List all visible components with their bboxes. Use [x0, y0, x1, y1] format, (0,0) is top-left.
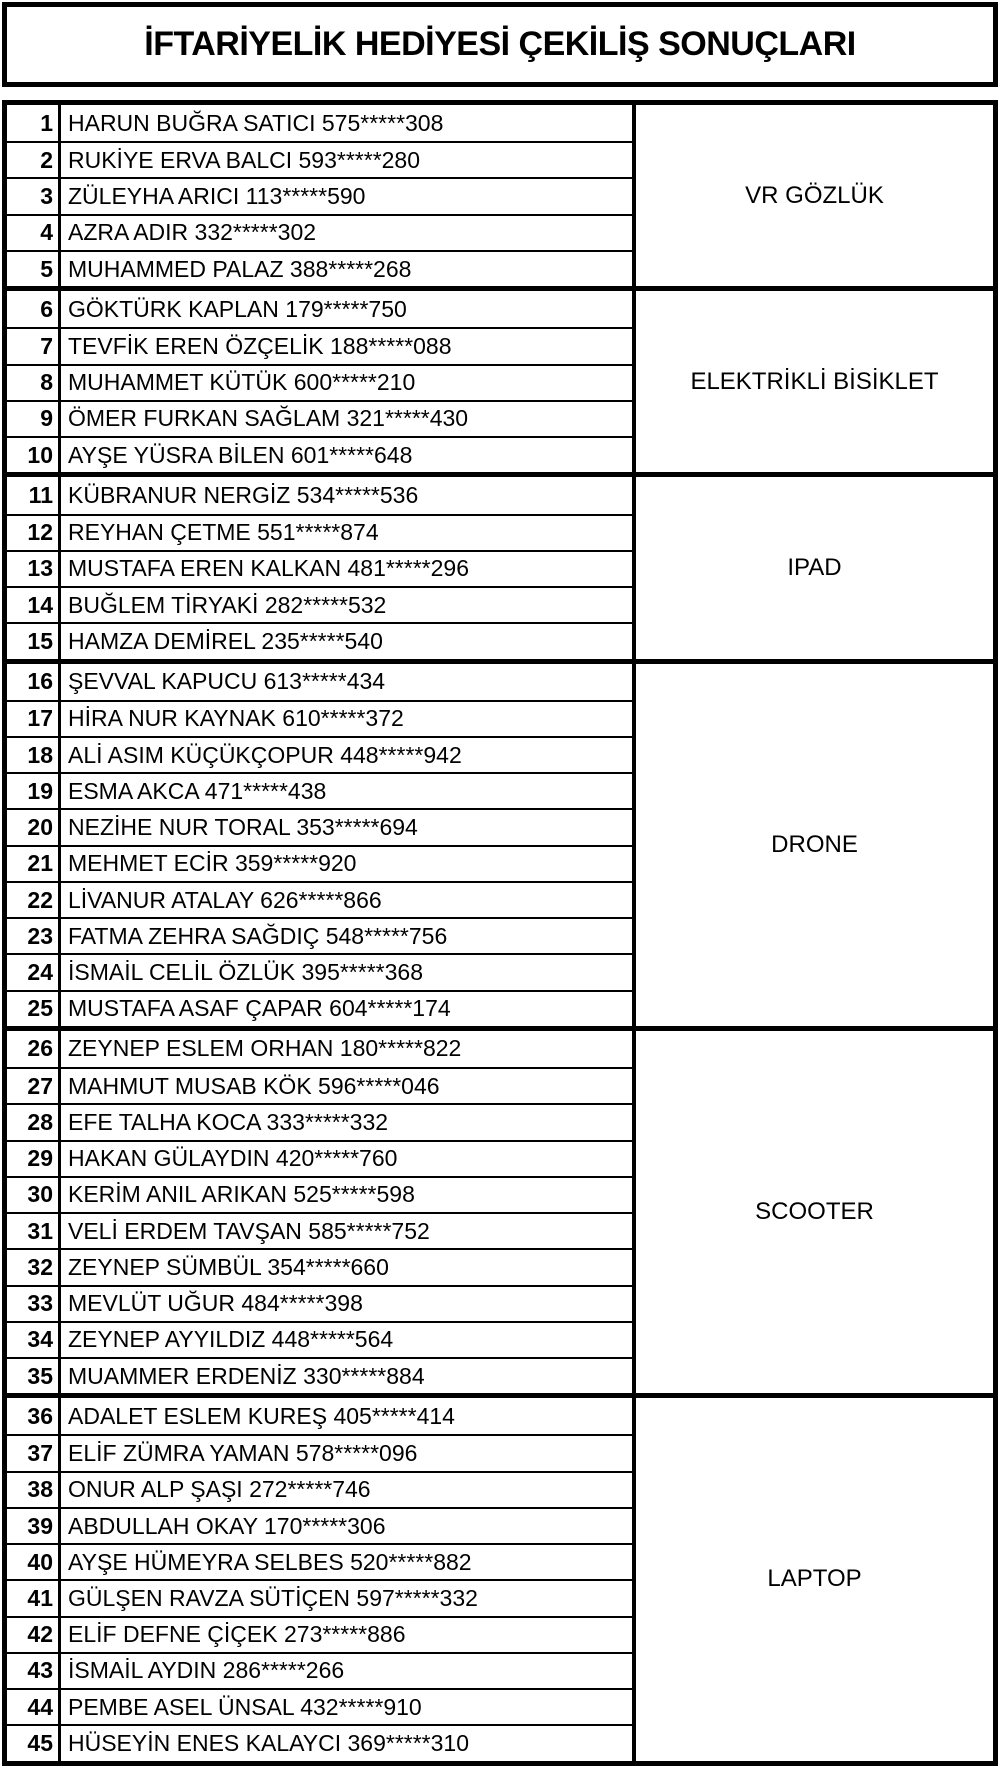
row-number: 44	[7, 1690, 61, 1724]
table-row	[7, 514, 632, 550]
winner-name: ADALET ESLEM KUREŞ 405*****414	[68, 1402, 455, 1429]
row-number: 21	[7, 847, 61, 881]
row-number: 12	[7, 516, 61, 550]
table-row	[7, 808, 632, 844]
table-row	[7, 1248, 632, 1284]
row-number: 11	[7, 477, 61, 513]
table-row	[7, 1103, 632, 1139]
row-number: 40	[7, 1545, 61, 1579]
winner-name: RUKİYE ERVA BALCI 593*****280	[68, 146, 421, 173]
prize-label: DRONE	[632, 664, 993, 1026]
row-number: 10	[7, 438, 61, 472]
row-number: 42	[7, 1618, 61, 1652]
table-row	[7, 1321, 632, 1357]
row-number: 13	[7, 552, 61, 586]
table-row	[7, 400, 632, 436]
table-row	[7, 1543, 632, 1579]
winner-name: KÜBRANUR NERGİZ 534*****536	[68, 481, 419, 508]
winner-name: AYŞE HÜMEYRA SELBES 520*****882	[68, 1548, 472, 1575]
winner-rows	[7, 105, 632, 286]
row-number: 5	[7, 252, 61, 286]
row-number: 6	[7, 291, 61, 327]
winner-name: EFE TALHA KOCA 333*****332	[68, 1108, 389, 1135]
winner-name: BUĞLEM TİRYAKİ 282*****532	[68, 591, 387, 618]
table-row	[7, 1140, 632, 1176]
prize-label: ELEKTRİKLİ BİSİKLET	[632, 291, 993, 472]
table-row	[7, 1212, 632, 1248]
winner-name: MUSTAFA ASAF ÇAPAR 604*****174	[68, 995, 451, 1022]
table-row	[7, 1285, 632, 1321]
table-row	[7, 1398, 632, 1434]
prize-group	[7, 659, 993, 1026]
row-number: 18	[7, 738, 61, 772]
winner-name: ONUR ALP ŞAŞI 272*****746	[68, 1476, 371, 1503]
winner-name: MEHMET ECİR 359*****920	[68, 850, 357, 877]
winner-name: HÜSEYİN ENES KALAYCI 369*****310	[68, 1729, 469, 1756]
table-row	[7, 953, 632, 989]
row-number: 45	[7, 1726, 61, 1760]
row-number: 25	[7, 992, 61, 1026]
winner-name: MUSTAFA EREN KALKAN 481*****296	[68, 555, 469, 582]
table-row	[7, 1579, 632, 1615]
winner-rows	[7, 477, 632, 658]
winner-rows	[7, 1398, 632, 1760]
row-number: 20	[7, 810, 61, 844]
row-number: 22	[7, 883, 61, 917]
prize-group	[7, 105, 993, 286]
winner-name: FATMA ZEHRA SAĞDIÇ 548*****756	[68, 922, 448, 949]
winner-name: İSMAİL CELİL ÖZLÜK 395*****368	[68, 959, 423, 985]
table-row	[7, 700, 632, 736]
row-number: 14	[7, 588, 61, 622]
table-row	[7, 550, 632, 586]
row-number: 28	[7, 1105, 61, 1139]
winner-name: HİRA NUR KAYNAK 610*****372	[68, 705, 404, 732]
table-row	[7, 586, 632, 622]
row-number: 27	[7, 1069, 61, 1103]
row-number: 38	[7, 1473, 61, 1507]
table-row	[7, 990, 632, 1026]
table-row	[7, 1688, 632, 1724]
row-number: 33	[7, 1287, 61, 1321]
prize-group	[7, 286, 993, 472]
winner-rows	[7, 291, 632, 472]
table-row	[7, 177, 632, 213]
row-number: 26	[7, 1031, 61, 1067]
winner-name: ŞEVVAL KAPUCU 613*****434	[68, 668, 386, 695]
winner-name: ESMA AKCA 471*****438	[68, 777, 327, 804]
row-number: 16	[7, 664, 61, 700]
table-row	[7, 364, 632, 400]
winner-name: ZÜLEYHA ARICI 113*****590	[68, 183, 366, 210]
winner-name: KERİM ANIL ARIKAN 525*****598	[68, 1181, 415, 1208]
winner-name: ZEYNEP AYYILDIZ 448*****564	[68, 1326, 394, 1353]
winner-rows	[7, 664, 632, 1026]
winner-name: ÖMER FURKAN SAĞLAM 321*****430	[68, 405, 469, 432]
prize-group	[7, 472, 993, 658]
winner-name: ABDULLAH OKAY 170*****306	[68, 1512, 386, 1539]
row-number: 43	[7, 1654, 61, 1688]
row-number: 29	[7, 1142, 61, 1176]
winner-name: MAHMUT MUSAB KÖK 596*****046	[68, 1072, 440, 1099]
winner-name: AYŞE YÜSRA BİLEN 601*****648	[68, 441, 413, 468]
winner-name: İSMAİL AYDIN 286*****266	[68, 1657, 345, 1684]
winner-name: GÖKTÜRK KAPLAN 179*****750	[68, 295, 407, 322]
winner-name: LİVANUR ATALAY 626*****866	[68, 886, 382, 913]
table-row	[7, 917, 632, 953]
table-row	[7, 1357, 632, 1393]
row-number: 1	[7, 105, 61, 141]
winner-name: ELİF ZÜMRA YAMAN 578*****096	[68, 1440, 418, 1467]
row-number: 2	[7, 143, 61, 177]
table-row	[7, 881, 632, 917]
table-row	[7, 214, 632, 250]
table-row	[7, 1471, 632, 1507]
table-row	[7, 622, 632, 658]
row-number: 37	[7, 1436, 61, 1470]
table-row	[7, 736, 632, 772]
row-number: 31	[7, 1214, 61, 1248]
table-row	[7, 1616, 632, 1652]
row-number: 3	[7, 179, 61, 213]
winner-name: VELİ ERDEM TAVŞAN 585*****752	[68, 1217, 430, 1244]
prize-group	[7, 1393, 993, 1760]
prize-group	[7, 1026, 993, 1393]
table-row	[7, 845, 632, 881]
table-row	[7, 1652, 632, 1688]
winner-name: MUHAMMET KÜTÜK 600*****210	[68, 369, 416, 396]
table-row	[7, 1067, 632, 1103]
winner-name: GÜLŞEN RAVZA SÜTİÇEN 597*****332	[68, 1584, 478, 1611]
row-number: 9	[7, 402, 61, 436]
row-number: 34	[7, 1323, 61, 1357]
row-number: 23	[7, 919, 61, 953]
winner-name: HAMZA DEMİREL 235*****540	[68, 627, 383, 654]
winner-name: MUAMMER ERDENİZ 330*****884	[68, 1362, 425, 1389]
winner-name: ALİ ASIM KÜÇÜKÇOPUR 448*****942	[68, 741, 462, 768]
row-number: 17	[7, 702, 61, 736]
winner-name: ELİF DEFNE ÇİÇEK 273*****886	[68, 1621, 406, 1648]
table-row	[7, 327, 632, 363]
row-number: 35	[7, 1359, 61, 1393]
winner-name: HAKAN GÜLAYDIN 420*****760	[68, 1145, 398, 1172]
winner-name: PEMBE ASEL ÜNSAL 432*****910	[68, 1693, 422, 1720]
row-number: 4	[7, 216, 61, 250]
row-number: 39	[7, 1509, 61, 1543]
row-number: 8	[7, 366, 61, 400]
row-number: 36	[7, 1398, 61, 1434]
table-row	[7, 1507, 632, 1543]
table-row	[7, 436, 632, 472]
row-number: 41	[7, 1581, 61, 1615]
winner-name: REYHAN ÇETME 551*****874	[68, 519, 379, 546]
page-title: İFTARİYELİK HEDİYESİ ÇEKİLİŞ SONUÇLARI	[144, 25, 856, 63]
prize-label: SCOOTER	[632, 1031, 993, 1393]
row-number: 30	[7, 1178, 61, 1212]
row-number: 24	[7, 955, 61, 989]
table-row	[7, 250, 632, 286]
table-row	[7, 772, 632, 808]
table-row	[7, 1176, 632, 1212]
table-row	[7, 664, 632, 700]
prize-label: IPAD	[632, 477, 993, 658]
table-row	[7, 141, 632, 177]
results-table	[2, 100, 998, 1766]
table-row	[7, 1031, 632, 1067]
table-row	[7, 291, 632, 327]
title-box	[2, 2, 998, 87]
row-number: 19	[7, 774, 61, 808]
row-number: 15	[7, 624, 61, 658]
winner-name: AZRA ADIR 332*****302	[68, 219, 317, 246]
row-number: 32	[7, 1250, 61, 1284]
winner-name: HARUN BUĞRA SATICI 575*****308	[68, 109, 444, 136]
row-number: 7	[7, 329, 61, 363]
winner-name: ZEYNEP SÜMBÜL 354*****660	[68, 1253, 389, 1280]
winner-name: ZEYNEP ESLEM ORHAN 180*****822	[68, 1035, 462, 1062]
prize-label: VR GÖZLÜK	[632, 105, 993, 286]
table-row	[7, 477, 632, 513]
winner-name: NEZİHE NUR TORAL 353*****694	[68, 814, 418, 841]
winner-name: TEVFİK EREN ÖZÇELİK 188*****088	[68, 333, 452, 360]
winner-name: MEVLÜT UĞUR 484*****398	[68, 1290, 363, 1317]
winner-rows	[7, 1031, 632, 1393]
winner-name: MUHAMMED PALAZ 388*****268	[68, 255, 412, 282]
table-row	[7, 1434, 632, 1470]
table-row	[7, 105, 632, 141]
prize-label: LAPTOP	[632, 1398, 993, 1760]
table-row	[7, 1724, 632, 1760]
